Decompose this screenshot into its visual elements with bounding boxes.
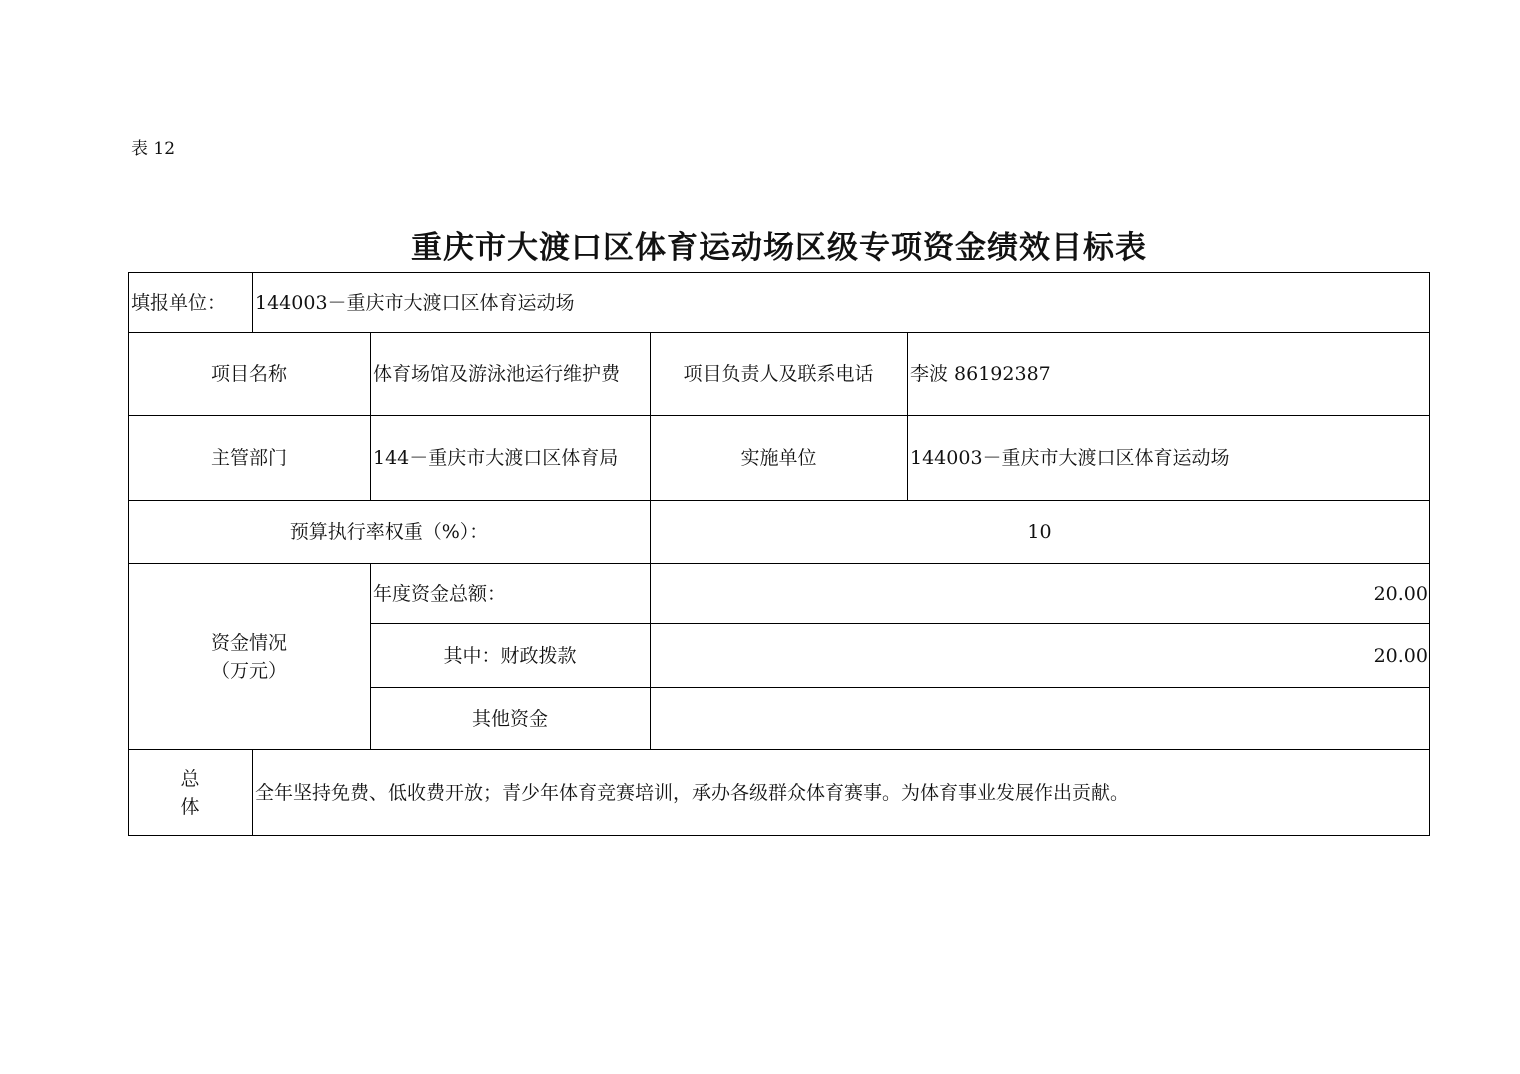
overall-label xyxy=(128,749,252,836)
funds-label xyxy=(128,563,370,750)
funds-label-line1: 资金情况 xyxy=(210,631,287,654)
page-title: 重庆市大渡口区体育运动场区级专项资金绩效目标表 xyxy=(411,230,1147,266)
fiscal-label: 其中：财政拨款 xyxy=(443,644,577,667)
other-funds-value xyxy=(650,687,1429,750)
overall-label-line1: 总 xyxy=(180,767,200,790)
project-name-label: 项目名称 xyxy=(210,363,287,385)
performance-target-table xyxy=(128,272,1430,836)
overall-value: 全年坚持免费、低收费开放；青少年体育竞赛培训，承办各级群众体育赛事。为体育事业发展作出贡献。 xyxy=(255,781,1130,804)
dept-value: 144－重庆市大渡口区体育局 xyxy=(373,447,619,469)
annual-total-label: 年度资金总额： xyxy=(373,582,507,605)
annual-total-value: 20.00 xyxy=(1373,582,1428,605)
table-border-right xyxy=(1429,272,1430,836)
fiscal-value: 20.00 xyxy=(1373,644,1428,667)
impl-unit-value: 144003－重庆市大渡口区体育运动场 xyxy=(910,447,1230,469)
project-name-value: 体育场馆及游泳池运行维护费 xyxy=(373,363,621,385)
budget-weight-label: 预算执行率权重（%）： xyxy=(289,521,489,543)
project-lead-label: 项目负责人及联系电话 xyxy=(683,363,874,385)
reporting-unit-label: 填报单位： xyxy=(131,291,227,314)
funds-label-line2: （万元） xyxy=(210,659,287,682)
project-lead-value: 李波 86192387 xyxy=(910,363,1051,385)
dept-label: 主管部门 xyxy=(210,447,287,469)
budget-weight-value: 10 xyxy=(1027,521,1052,543)
table-number: 表 12 xyxy=(131,139,176,159)
reporting-unit-value: 144003－重庆市大渡口区体育运动场 xyxy=(255,291,575,314)
impl-unit-label: 实施单位 xyxy=(740,447,817,469)
overall-label-line2: 体 xyxy=(180,795,200,818)
other-funds-label: 其他资金 xyxy=(471,707,548,730)
